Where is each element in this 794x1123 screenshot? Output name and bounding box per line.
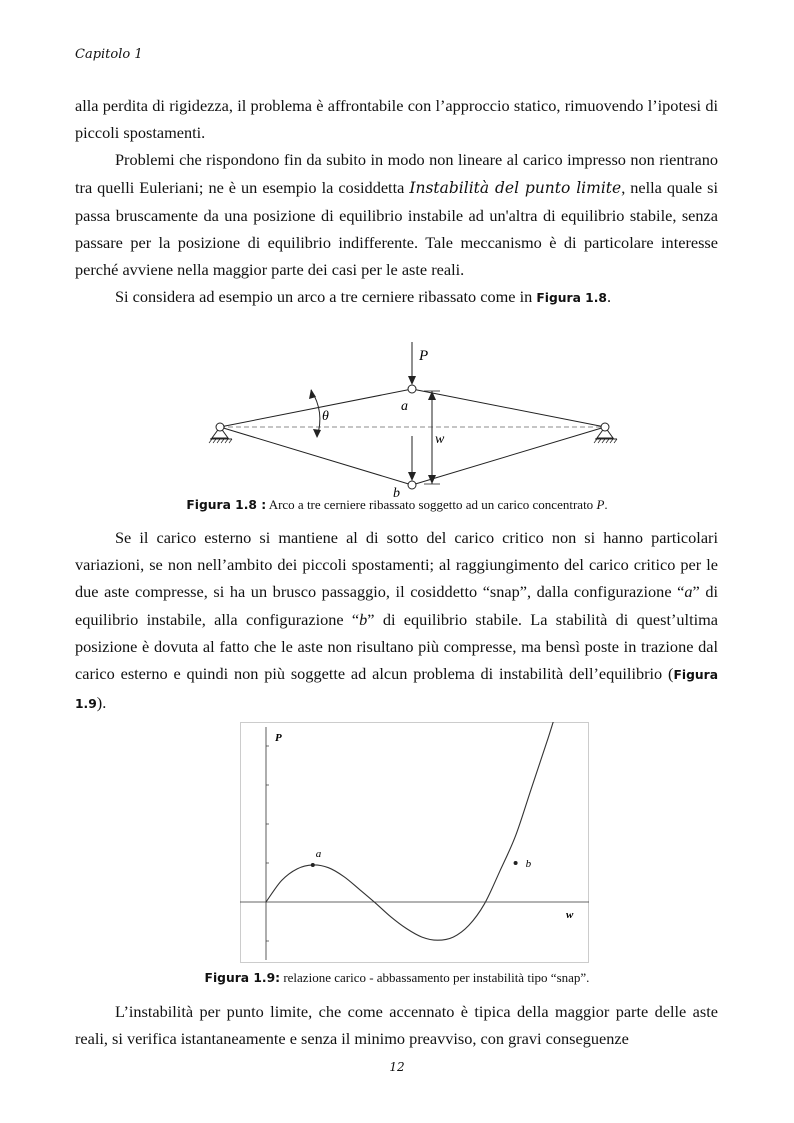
chapter-header: Capitolo 1 [75, 47, 143, 62]
point-b [514, 861, 518, 865]
label-theta: θ [322, 409, 329, 424]
paragraph-4: Se il carico esterno si mantiene al di sotto del carico critico non si hanno particolari variazioni, se non nell’ambito dei piccoli spostamenti; al raggiungimento del carico critico per le due aste compresse, si ha un brusco passaggio, il cosiddetto “snap”, dalla configurazione “a” di equilibrio instabile, alla configurazione “b” di equilibrio stabile. La stabilità di quest’ultima posizione è dovuta al fatto che le aste non risultano più compresse, ma bensì poste in trazione dal carico esterno e quindi non più soggette ad alcun problema di instabilità dell’equilibrio (Figura 1.9). [75, 528, 719, 713]
figure-1-8-caption: Figura 1.8 : Arco a tre cerniere ribassato soggetto ad un carico concentrato P. [186, 497, 608, 512]
body-text [75, 92, 718, 313]
paragraph-3: Si considera ad esempio un arco a tre cerniere ribassato come in Figura 1.8. [115, 287, 612, 307]
point-a [311, 863, 315, 867]
label-b: b [393, 486, 400, 500]
figure-1-8-diagram [200, 340, 630, 500]
figure-1-9-chart [240, 722, 590, 964]
label-a: a [401, 399, 408, 414]
y-axis-label: P [275, 732, 282, 744]
body-text-2 [75, 524, 718, 718]
figure-ref: Figura 1.8 [536, 291, 607, 306]
paragraph-2: Problemi che rispondono fin da subito in modo non lineare al carico impresso non rientrano tra quelli Euleriani; ne è un esempio la cosiddetta Instabilità del punto limite, nella quale si passa bruscamente da una posizione di equilibrio instabile ad un'altra di equilibrio stabile, senza passare per la posizione di equilibrio indifferente. Tale meccanismo è di particolare interesse perché avviene nella maggior parte dei casi per le aste reali. [75, 150, 719, 280]
page-number: 12 [389, 1060, 405, 1074]
label-w: w [435, 432, 445, 447]
body-text-3 [75, 998, 718, 1052]
figure-1-9-caption: Figura 1.9: relazione carico - abbassamento per instabilità tipo “snap”. [204, 970, 590, 985]
left-support [209, 423, 232, 443]
point-label-a: a [315, 847, 322, 860]
x-axis-label: w [566, 909, 574, 921]
label-P: P [419, 348, 429, 364]
paragraph-5: L’instabilità per punto limite, che come accennato è tipica della maggior parte delle aste reali, si verifica istantaneamente e senza il minimo preavviso, con gravi conseguenze [75, 1002, 718, 1049]
chart-frame [241, 723, 589, 963]
paragraph-1: alla perdita di rigidezza, il problema è affrontabile con l’approccio statico, rimuovendo l’ipotesi di piccoli spostamenti. [75, 96, 718, 143]
point-label-b: b [525, 858, 532, 870]
figure-ref-2: Figura 1.9 [75, 668, 718, 712]
